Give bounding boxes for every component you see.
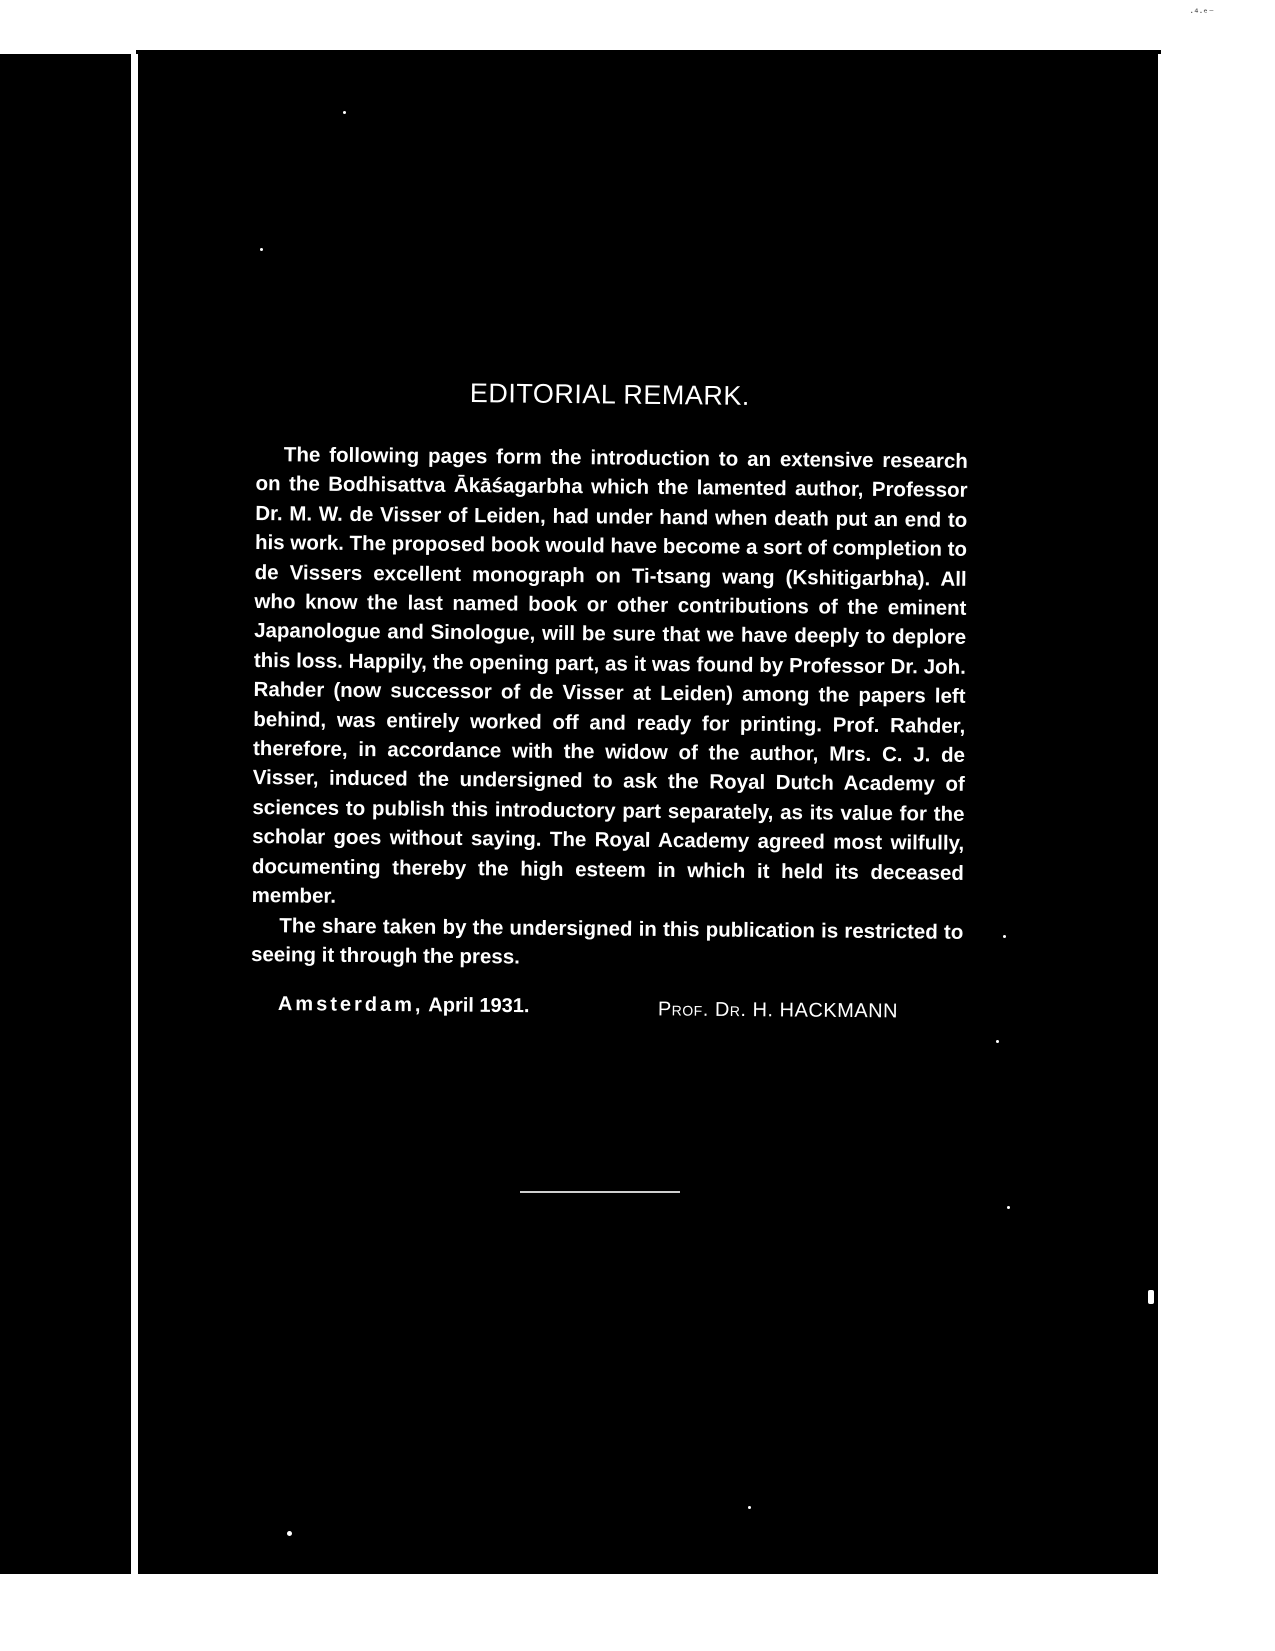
scan-speck — [260, 248, 263, 251]
editorial-body — [251, 440, 968, 976]
place-date — [278, 993, 530, 1017]
scan-speck — [1007, 1206, 1010, 1209]
paragraph-2: The share taken by the undersigned in this publication is restricted to seeing it through the press. — [250, 913, 964, 969]
page-title: EDITORIAL REMARK. — [469, 378, 751, 411]
scan-speck — [996, 1040, 999, 1043]
place: Amsterdam, — [277, 993, 424, 1017]
scan-speck — [287, 1531, 292, 1536]
signer-name — [658, 998, 898, 1023]
closing-rule — [520, 1191, 680, 1193]
left-page-edge — [0, 54, 131, 1574]
scan-speck — [1148, 1290, 1154, 1304]
paragraph-1: The following pages form the introduction to an extensive research on the Bodhisattva Ākāśagarbha which the lamented author, Professor Dr. M. W. de Visser of Leiden, had under hand when death put an end to his work. The proposed book would have become a sort of completion to de Vissers excellent monograph on Ti-tsang wang (Kshitigarbha). All who know the last named book or other contributions of the eminent Japanologue and Sinologue, will be sure that we have deeply to deplore this loss. Happily, the opening part, as it was found by Professor Dr. Joh. Rahder (now successor of de Visser at Leiden) among the papers left behind, was entirely worked off and ready for printing. Prof. Rahder, therefore, in accordance with the widow of the author, Mrs. C. J. de Visser, induced the undersigned to ask the Royal Dutch Academy of sciences to publish this introductory part separately, as its value for the scholar goes without saying. The Royal Academy agreed most wilfully, documenting thereby the high esteem in which it held its deceased member. — [251, 443, 968, 908]
scan-speck — [343, 111, 346, 114]
scan-speck — [1003, 935, 1006, 938]
scan-speck — [748, 1506, 751, 1509]
corner-scan-mark: ·⁴‧ᵉ⁻ — [1190, 8, 1215, 19]
date: April 1931. — [428, 994, 530, 1018]
signer-text: Prof. Dr. H. HACKMANN — [657, 998, 899, 1023]
